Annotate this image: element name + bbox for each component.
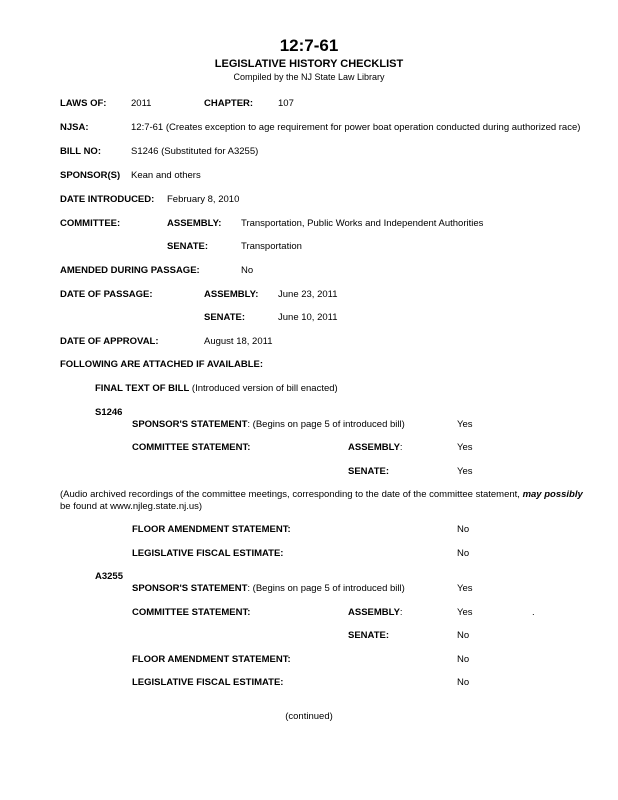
- final-text-note: (Introduced version of bill enacted): [189, 383, 338, 394]
- a3255-assembly-line: ASSEMBLY:: [348, 607, 403, 618]
- date-of-passage-label: DATE OF PASSAGE:: [60, 289, 153, 300]
- s1246-fiscal-estimate-value: No: [457, 548, 470, 559]
- s1246-assembly-line: ASSEMBLY:: [348, 442, 403, 453]
- s1246-senate-label: SENATE:: [348, 466, 389, 477]
- amended-label: AMENDED DURING PASSAGE:: [60, 265, 200, 276]
- a3255-sponsor-statement-value: Yes: [457, 583, 473, 594]
- s1246-sponsor-statement-value: Yes: [457, 419, 473, 430]
- continued-note: (continued): [285, 711, 333, 722]
- date-of-approval-label: DATE OF APPROVAL:: [60, 336, 159, 347]
- a3255-senate-label: SENATE:: [348, 630, 389, 641]
- s1246-sponsor-statement-note: : (Begins on page 5 of introduced bill): [247, 419, 405, 430]
- bill-no-value: S1246 (Substituted for A3255): [131, 146, 259, 157]
- committee-senate-value: Transportation: [241, 241, 302, 252]
- a3255-sponsor-statement-note: : (Begins on page 5 of introduced bill): [247, 583, 405, 594]
- final-text-label: FINAL TEXT OF BILL: [95, 383, 190, 394]
- a3255-trailing-mark: .: [532, 607, 535, 618]
- a3255-floor-amendment-label: FLOOR AMENDMENT STATEMENT:: [132, 654, 291, 665]
- audio-note-part2: be found at www.njleg.state.nj.us): [60, 501, 203, 512]
- date-of-approval-value: August 18, 2011: [204, 336, 273, 347]
- passage-senate-label: SENATE:: [204, 312, 245, 323]
- s1246-senate-value: Yes: [457, 466, 473, 477]
- page-subtitle: LEGISLATIVE HISTORY CHECKLIST: [214, 58, 404, 70]
- audio-note-part1: (Audio archived recordings of the committee meetings, corresponding to the date of the committee statement,: [60, 489, 523, 500]
- committee-senate-label: SENATE:: [167, 241, 208, 252]
- following-heading: FOLLOWING ARE ATTACHED IF AVAILABLE:: [60, 359, 263, 370]
- laws-of-value: 2011: [131, 98, 152, 109]
- laws-of-label: LAWS OF:: [60, 98, 107, 109]
- passage-assembly-value: June 23, 2011: [278, 289, 338, 300]
- audio-note-line1: [60, 489, 583, 500]
- passage-senate-value: June 10, 2011: [278, 312, 338, 323]
- page-title: 12:7-61: [279, 36, 339, 55]
- passage-assembly-label: ASSEMBLY:: [204, 289, 259, 300]
- a3255-bill-label: A3255: [95, 571, 123, 582]
- s1246-floor-amendment-label: FLOOR AMENDMENT STATEMENT:: [132, 524, 291, 535]
- date-introduced-value: February 8, 2010: [167, 194, 240, 205]
- a3255-assembly-label: ASSEMBLY: [348, 607, 400, 618]
- committee-label: COMMITTEE:: [60, 218, 121, 229]
- amended-value: No: [241, 265, 254, 276]
- a3255-assembly-value: Yes: [457, 607, 473, 618]
- s1246-assembly-label: ASSEMBLY: [348, 442, 400, 453]
- date-introduced-label: DATE INTRODUCED:: [60, 194, 155, 205]
- s1246-floor-amendment-value: No: [457, 524, 470, 535]
- a3255-fiscal-estimate-value: No: [457, 677, 470, 688]
- sponsors-value: Kean and others: [131, 170, 201, 181]
- s1246-assembly-value: Yes: [457, 442, 473, 453]
- a3255-senate-value: No: [457, 630, 470, 641]
- s1246-committee-statement-label: COMMITTEE STATEMENT:: [132, 442, 251, 453]
- a3255-floor-amendment-value: No: [457, 654, 470, 665]
- a3255-fiscal-estimate-label: LEGISLATIVE FISCAL ESTIMATE:: [132, 677, 284, 688]
- chapter-value: 107: [278, 98, 294, 109]
- committee-assembly-value: Transportation, Public Works and Independent Authorities: [241, 218, 484, 229]
- a3255-sponsor-statement-label: SPONSOR'S STATEMENT: [132, 583, 248, 594]
- audio-note-emphasis: may possibly: [522, 489, 583, 500]
- bill-no-label: BILL NO:: [60, 146, 101, 157]
- s1246-sponsor-statement: [132, 419, 405, 430]
- s1246-fiscal-estimate-label: LEGISLATIVE FISCAL ESTIMATE:: [132, 548, 284, 559]
- committee-assembly-label: ASSEMBLY:: [167, 218, 222, 229]
- njsa-label: NJSA:: [60, 122, 89, 133]
- s1246-sponsor-statement-label: SPONSOR'S STATEMENT: [132, 419, 248, 430]
- compiled-by: Compiled by the NJ State Law Library: [233, 72, 385, 82]
- final-text-line: [95, 383, 338, 394]
- sponsors-label: SPONSOR(S): [60, 170, 121, 181]
- a3255-committee-statement-label: COMMITTEE STATEMENT:: [132, 607, 251, 618]
- s1246-bill-label: S1246: [95, 407, 123, 418]
- chapter-label: CHAPTER:: [204, 98, 254, 109]
- a3255-sponsor-statement: [132, 583, 405, 594]
- njsa-value: 12:7-61 (Creates exception to age requirement for power boat operation conducted during authorized race): [131, 122, 581, 133]
